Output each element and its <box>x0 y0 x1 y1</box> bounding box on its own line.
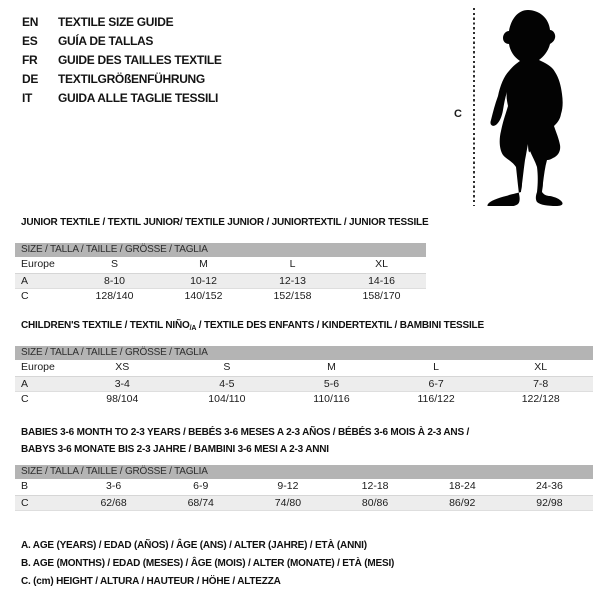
size-cell: 104/110 <box>208 393 246 405</box>
size-cell: 122/128 <box>521 393 560 405</box>
size-cell: 98/104 <box>106 393 139 405</box>
junior-section-title: JUNIOR TEXTILE / TEXTIL JUNIOR/ TEXTILE JUNIOR / JUNIORTEXTIL / JUNIOR TESSILE <box>21 217 429 228</box>
size-cell: 74/80 <box>274 497 302 509</box>
row-label: C <box>21 393 29 405</box>
size-cell: 9-12 <box>277 480 299 492</box>
children-title-prefix: CHILDREN'S TEXTILE / TEXTIL NIÑO <box>21 320 190 331</box>
height-label-c: C <box>454 108 462 120</box>
children-section-title <box>21 320 484 331</box>
size-cell: M <box>199 258 208 270</box>
size-cell: 12-18 <box>361 480 389 492</box>
language-title: TEXTILE SIZE GUIDE <box>58 15 174 29</box>
language-row <box>22 51 222 70</box>
size-cell: 158/170 <box>362 290 401 302</box>
size-cell: XL <box>534 361 548 373</box>
size-cell: L <box>289 258 296 270</box>
size-cell: 7-8 <box>533 378 549 390</box>
language-title: TEXTILGRÖßENFÜHRUNG <box>58 72 205 86</box>
size-cell: 14-16 <box>368 275 395 287</box>
size-cell: 6-9 <box>193 480 209 492</box>
size-cell: 152/158 <box>273 290 312 302</box>
language-title: GUÍA DE TALLAS <box>58 34 154 48</box>
size-header-band: SIZE / TALLA / TAILLE / GRÖSSE / TAGLIA <box>15 465 593 479</box>
row-label: B <box>21 480 29 492</box>
size-cell: 6-7 <box>428 378 444 390</box>
size-header-band: SIZE / TALLA / TAILLE / GRÖSSE / TAGLIA <box>15 346 593 360</box>
size-cell: 62/68 <box>100 497 127 509</box>
babies-title-line1: BABIES 3-6 MONTH TO 2-3 YEARS / BEBÉS 3-6 MESES A 2-3 AÑOS / BÉBÉS 3-6 MOIS À 2-3 ANS / <box>21 427 470 438</box>
note-line-a: A. AGE (YEARS) / EDAD (AÑOS) / ÂGE (ANS) / ALTER (JAHRE) / ETÀ (ANNI) <box>21 540 367 551</box>
size-cell: 18-24 <box>448 480 476 492</box>
junior-size-table <box>15 243 426 305</box>
language-row <box>22 70 222 89</box>
note-line-c: C. (cm) HEIGHT / ALTURA / HAUTEUR / HÖHE / ALTEZZA <box>21 576 281 587</box>
language-code: FR <box>22 53 38 67</box>
table-row <box>15 479 593 495</box>
size-cell: L <box>433 361 440 373</box>
table-row <box>15 376 593 392</box>
language-row <box>22 13 222 32</box>
size-cell: 12-13 <box>279 275 306 287</box>
size-cell: 86/92 <box>449 497 476 509</box>
size-header-band: SIZE / TALLA / TAILLE / GRÖSSE / TAGLIA <box>15 243 426 257</box>
row-label: Europe <box>21 258 55 270</box>
size-cell: S <box>223 361 231 373</box>
babies-size-table <box>15 465 593 511</box>
height-measure-dotted-line <box>473 8 475 206</box>
row-label: A <box>21 378 29 390</box>
language-row <box>22 89 222 108</box>
size-cell: 4-5 <box>219 378 235 390</box>
table-row <box>15 273 426 289</box>
size-cell: 8-10 <box>103 275 125 287</box>
row-label: C <box>21 290 29 302</box>
size-cell: 140/152 <box>184 290 223 302</box>
children-size-table <box>15 346 593 408</box>
size-cell: XL <box>375 258 388 270</box>
size-cell: 24-36 <box>535 480 563 492</box>
language-code: ES <box>22 34 38 48</box>
size-cell: 68/74 <box>187 497 214 509</box>
size-cell: 80/86 <box>361 497 389 509</box>
language-title: GUIDE DES TAILLES TEXTILE <box>58 53 222 67</box>
babies-title-line2: BABYS 3-6 MONATE BIS 2-3 JAHRE / BAMBINI 3-6 MESI A 2-3 ANNI <box>21 444 329 455</box>
language-code: EN <box>22 15 39 29</box>
table-row <box>15 495 593 511</box>
size-cell: 116/122 <box>417 393 455 405</box>
size-cell: S <box>110 258 118 270</box>
table-row <box>15 392 593 408</box>
size-cell: 3-4 <box>114 378 130 390</box>
legend-notes <box>21 537 394 591</box>
table-row <box>15 360 593 376</box>
row-label: A <box>21 275 29 287</box>
children-title-subscript: /A <box>189 325 197 332</box>
size-cell: 128/140 <box>95 290 134 302</box>
children-title-suffix: / TEXTILE DES ENFANTS / KINDERTEXTIL / BAMBINI TESSILE <box>196 320 484 331</box>
size-cell: 92/98 <box>536 497 563 509</box>
language-list <box>22 13 222 108</box>
language-code: DE <box>22 72 39 86</box>
size-cell: 110/116 <box>313 393 350 405</box>
row-label: C <box>21 497 29 509</box>
size-cell: 5-6 <box>323 378 340 390</box>
size-cell: 3-6 <box>105 480 122 492</box>
language-row <box>22 32 222 51</box>
note-line-b: B. AGE (MONTHS) / EDAD (MESES) / ÂGE (MOIS) / ALTER (MONATE) / ETÀ (MESI) <box>21 558 395 569</box>
babies-section-title <box>21 424 469 458</box>
table-row <box>15 257 426 273</box>
table-row <box>15 289 426 305</box>
size-cell: 10-12 <box>190 275 217 287</box>
size-cell: XS <box>115 361 130 373</box>
row-label: Europe <box>21 361 55 373</box>
size-cell: M <box>327 361 336 373</box>
language-code: IT <box>22 91 33 105</box>
language-title: GUIDA ALLE TAGLIE TESSILI <box>58 91 219 105</box>
baby-silhouette-image <box>482 9 566 206</box>
